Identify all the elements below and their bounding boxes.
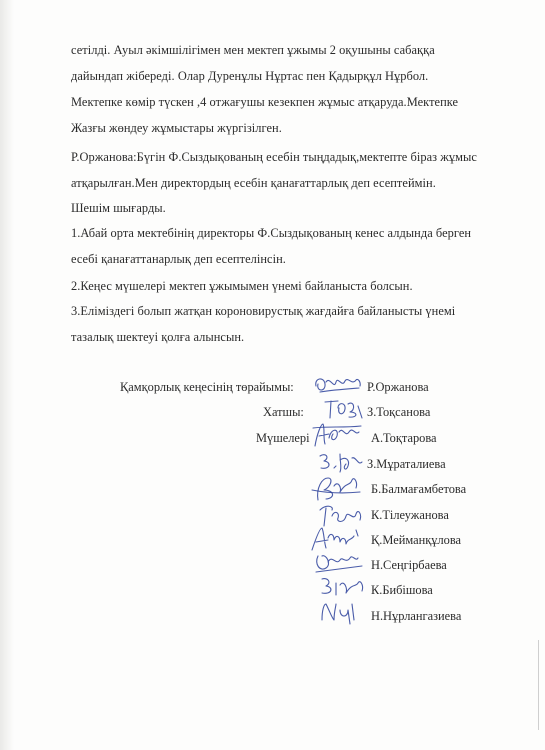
signatory-name: Р.Оржанова [367, 380, 429, 394]
signatory-name: Б.Балмағамбетова [371, 482, 467, 496]
paragraph-line: дайындап жібереді. Олар Дуренұлы Нұртас пен Қадырқұл Нұрбол. [71, 69, 429, 83]
decision-item-1-cont: есебі қанағаттанарлық деп есептелінсін. [71, 252, 286, 266]
paragraph-line: Жазғы жөндеу жұмыстары жүргізілген. [71, 121, 282, 135]
decision-heading: Шешім шығарды. [71, 201, 166, 215]
handwritten-signature [312, 372, 364, 398]
paragraph-line: атқарылған.Мен директордың есебін қанағаттарлық деп есептеймін. [71, 176, 436, 190]
paragraph-line: сетілді. Ауыл әкімшілігімен мен мектеп ұжымы 2 оқушыны сабаққа [71, 43, 435, 57]
paragraph-line: Мектепке көмір түскен ,4 отжағушы кезекпен жұмыс атқаруда.Мектепке [71, 95, 459, 109]
signatory-name: К.Тілеужанова [371, 508, 449, 522]
scan-edge-shadow [0, 0, 14, 750]
secretary-label: Хатшы: [263, 405, 304, 419]
decision-item-1: 1.Абай орта мектебінің директоры Ф.Сыздықованың кенес алдында берген [71, 226, 472, 240]
members-label: Мүшелері [256, 431, 310, 445]
signatory-name: З.Тоқсанова [367, 405, 431, 419]
decision-item-2: 2.Кеңес мүшелері мектеп ұжымымен үнемі байланыста болсын. [71, 279, 413, 293]
decision-item-3: 3.Еліміздегі болып жатқан короновирустық жағдайға байланысты үнемі [71, 304, 456, 318]
signatory-name: Н.Сеңгірбаева [371, 558, 447, 572]
chair-label: Қамқорлық кеңесінің төрайымы: [120, 380, 294, 394]
signatory-name: Қ.Мейманқұлова [371, 533, 462, 547]
scan-edge-line [538, 640, 539, 730]
handwritten-signature [322, 396, 366, 422]
signatory-name: З.Мұраталиева [367, 457, 446, 471]
signatory-name: Н.Нұрлангазиева [371, 609, 462, 623]
handwritten-signature [318, 598, 358, 626]
handwritten-signature [309, 420, 365, 450]
signatory-name: А.Тоқтарова [371, 431, 437, 445]
handwritten-signature [318, 573, 366, 601]
signatory-name: К.Бибішова [371, 583, 433, 597]
decision-item-3-cont: тазалық шектеуі қолға алынсын. [71, 330, 245, 344]
paragraph-line: Р.Оржанова:Бүгін Ф.Сыздықованың есебін тыңдадық,мектепте біраз жұмыс [71, 150, 477, 164]
